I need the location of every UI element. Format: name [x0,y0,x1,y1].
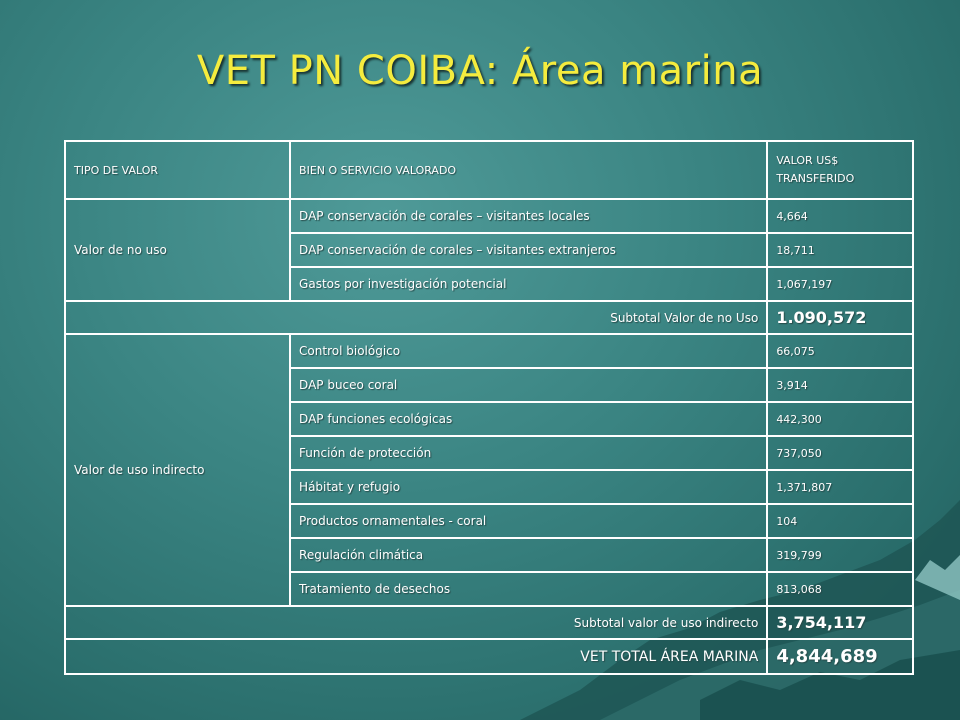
service-cell: Gastos por investigación potencial [290,267,767,301]
group-label-uso-indirecto: Valor de uso indirecto [65,334,290,606]
total-label: VET TOTAL ÁREA MARINA [65,639,767,674]
value-cell: 18,711 [767,233,913,267]
service-cell: Tratamiento de desechos [290,572,767,606]
value-cell: 104 [767,504,913,538]
value-cell: 737,050 [767,436,913,470]
subtotal-label: Subtotal Valor de no Uso [65,301,767,334]
total-value: 4,844,689 [767,639,913,674]
service-cell: DAP conservación de corales – visitantes extranjeros [290,233,767,267]
table-row [65,199,913,233]
value-cell: 319,799 [767,538,913,572]
table-row [65,334,913,368]
service-cell: Regulación climática [290,538,767,572]
subtotal-value: 3,754,117 [767,606,913,639]
slide-title: VET PN COIBA: Área marina [196,48,764,94]
service-cell: Función de protección [290,436,767,470]
group-label-no-uso: Valor de no uso [65,199,290,301]
subtotal-label: Subtotal valor de uso indirecto [65,606,767,639]
service-cell: DAP buceo coral [290,368,767,402]
service-cell: Productos ornamentales - coral [290,504,767,538]
subtotal-value: 1.090,572 [767,301,913,334]
service-cell: Hábitat y refugio [290,470,767,504]
subtotal-row-uso-indirecto [65,606,913,639]
value-cell: 1,371,807 [767,470,913,504]
service-cell: Control biológico [290,334,767,368]
valuation-table [64,140,914,675]
value-cell: 3,914 [767,368,913,402]
value-cell: 813,068 [767,572,913,606]
value-cell: 1,067,197 [767,267,913,301]
header-bien-servicio: BIEN O SERVICIO VALORADO [290,141,767,199]
subtotal-row-no-uso [65,301,913,334]
header-tipo-valor: TIPO DE VALOR [65,141,290,199]
header-valor: VALOR US$ TRANSFERIDO [767,141,913,199]
table-header-row [65,141,913,199]
value-cell: 4,664 [767,199,913,233]
value-cell: 66,075 [767,334,913,368]
total-row [65,639,913,674]
service-cell: DAP conservación de corales – visitantes locales [290,199,767,233]
service-cell: DAP funciones ecológicas [290,402,767,436]
value-cell: 442,300 [767,402,913,436]
